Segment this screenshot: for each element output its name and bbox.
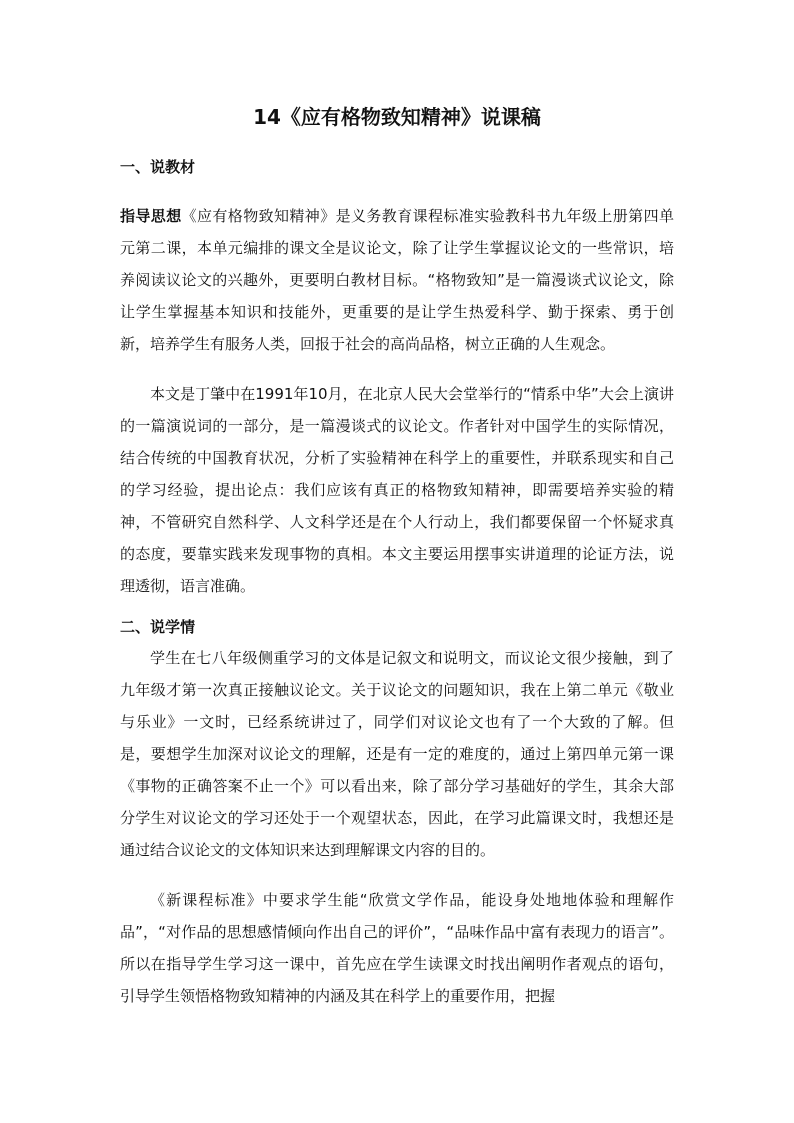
paragraph-student-situation: 学生在七八年级侧重学习的文体是记叙文和说明文，而议论文很少接触，到了九年级才第一次真正接触议论文。关于议论文的问题知识，我在上第二单元《敬业与乐业》一文时，已经系统讲过了，同学们对议论文也有了一个大致的了解。但是，要想学生加深对议论文的理解，还是有一定的难度的，通过上第四单元第一课《事物的正确答案不止一个》可以看出来，除了部分学习基础好的学生，其余大部分学生对议论文的学习还处于一个观望状态，因此，在学习此篇课文时，我想还是通过结合议论文的文体知识来达到理解课文内容的目的。 [120, 649, 674, 859]
paragraph-text-background: 本文是丁肇中在1991年10月，在北京人民大会堂举行的“情系中华”大会上演讲的一篇演说词的一部分，是一篇漫谈式的议论文。作者针对中国学生的实际情况，结合传统的中国教育状况，分析了实验精神在科学上的重要性，并联系现实和自己的学习经验，提出论点：我们应该有真正的格物致知精神，即需要培养实验的精神，不管研究自然科学、人文科学还是在个人行动上，我们都要保留一个怀疑求真的态度，要靠实践来发现事物的真相。本文主要运用摆事实讲道理的论证方法，说理透彻，语言准确。 [120, 385, 674, 595]
section-heading-student-analysis: 二、说学情 [120, 618, 196, 636]
document-title: 14《应有格物致知精神》说课稿 [253, 105, 541, 129]
section-heading-teaching-material: 一、说教材 [120, 158, 196, 176]
paragraph-curriculum-standard: 《新课程标准》中要求学生能“欣赏文学作品，能设身处地地体验和理解作品”，“对作品的思想感情倾向作出自己的评价”，“品味作品中富有表现力的语言”。 所以在指导学生学习这一课中，首先应在学生读课文时找出阐明作者观点的语句，引导学生领悟格物致知精神的内涵及其在科学上的重要作用，把握 [120, 891, 674, 1005]
paragraph-guiding-ideology [120, 200, 674, 360]
guiding-ideology-label: 指导思想 [120, 207, 182, 225]
guiding-ideology-text: 《应有格物致知精神》是义务教育课程标准实验教科书九年级上册第四单元第二课，本单元编排的课文全是议论文，除了让学生掌握议论文的一些常识，培养阅读议论文的兴趣外，更要明白教材目标。“格物致知”是一篇漫谈式议论文，除让学生掌握基本知识和技能外，更重要的是让学生热爱科学、勤于探索、勇于创新，培养学生有服务人类，回报于社会的高尚品格，树立正确的人生观念。 [120, 207, 674, 353]
